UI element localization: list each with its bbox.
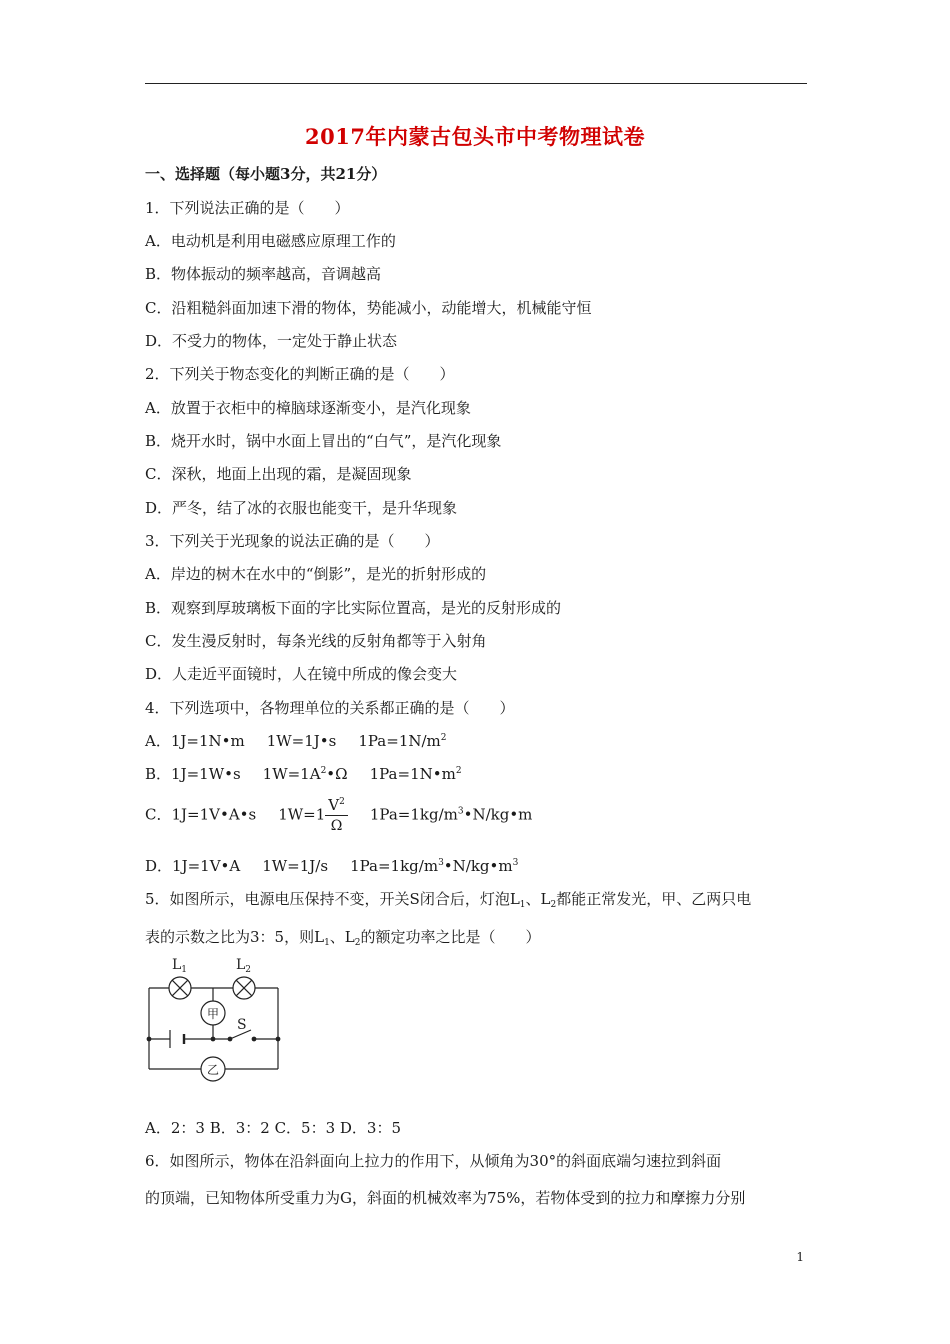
stem-text: 表的示数之比为3：5，则L [145, 928, 325, 946]
option-b-part-1: B．1J=1W•s [145, 765, 241, 783]
superscript: 2 [320, 766, 327, 776]
question-2-option-c: C．深秋，地面上出现的霜，是凝固现象 [145, 465, 412, 483]
question-2-option-d: D．严冬，结了冰的衣服也能变干，是升华现象 [145, 499, 458, 517]
option-c-part-1: C．1J=1V•A•s [145, 805, 257, 824]
page-title: 2017年内蒙古包头市中考物理试卷 [305, 124, 645, 149]
question-2-option-b: B．烧开水时，锅中水面上冒出的“白气”，是汽化现象 [145, 432, 502, 450]
question-4-option-b [145, 763, 462, 784]
fraction-denominator: Ω [330, 818, 343, 834]
switch-label: S [237, 1017, 247, 1033]
option-a-part-2: 1W=1J•s [266, 732, 337, 750]
question-5-stem-line-2 [145, 926, 541, 947]
question-6-stem-line-1: 6．如图所示，物体在沿斜面向上拉力的作用下，从倾角为30°的斜面底端匀速拉到斜面 [145, 1152, 722, 1170]
question-2-option-a: A．放置于衣柜中的樟脑球逐渐变小，是汽化现象 [145, 399, 471, 417]
superscript: 2 [339, 797, 345, 807]
stem-text: 、L [329, 928, 355, 946]
superscript: 2 [440, 733, 447, 743]
option-c-part-3: 1Pa=1kg/m [369, 805, 458, 824]
superscript: 3 [438, 858, 444, 868]
question-3-stem: 3．下列关于光现象的说法正确的是（ ） [145, 532, 440, 550]
header-rule [145, 83, 807, 84]
question-5-options: A．2：3 B．3：2 C．5：3 D．3：5 [145, 1119, 402, 1137]
question-1-option-c: C．沿粗糙斜面加速下滑的物体，势能减小，动能增大，机械能守恒 [145, 299, 592, 317]
stem-text: 都能正常发光，甲、乙两只电 [556, 890, 752, 908]
stem-text: 的额定功率之比是（ ） [360, 928, 541, 946]
question-3-option-c: C．发生漫反射时，每条光线的反射角都等于入射角 [145, 632, 487, 650]
question-3-option-a: A．岸边的树木在水中的“倒影”，是光的折射形成的 [145, 565, 487, 583]
superscript: 2 [455, 766, 462, 776]
circuit-diagram [143, 950, 288, 1085]
question-4-option-c [145, 796, 532, 835]
question-3-option-b: B．观察到厚玻璃板下面的字比实际位置高，是光的反射形成的 [145, 599, 562, 617]
question-1-option-b: B．物体振动的频率越高，音调越高 [145, 265, 382, 283]
question-1-stem: 1．下列说法正确的是（ ） [145, 199, 350, 217]
question-1-option-d: D．不受力的物体，一定处于静止状态 [145, 332, 398, 350]
question-3-option-d: D．人走近平面镜时，人在镜中所成的像会变大 [145, 665, 458, 683]
stem-text: 、L [525, 890, 551, 908]
option-d-part-3: 1Pa=1kg/m [350, 857, 439, 875]
option-a-part-3: 1Pa=1N/m [358, 732, 441, 750]
question-6-stem-line-2: 的顶端，已知物体所受重力为G，斜面的机械效率为75%，若物体受到的拉力和摩擦力分别 [145, 1189, 746, 1207]
question-4-option-d [145, 855, 518, 876]
superscript: 3 [512, 858, 519, 868]
question-4-option-a [145, 730, 447, 751]
fraction-numerator: V [328, 796, 340, 814]
subscript: 2 [354, 938, 361, 948]
question-5-stem-line-1 [145, 888, 751, 909]
question-2-stem: 2．下列关于物态变化的判断正确的是（ ） [145, 365, 455, 383]
option-b-part-2-tail: •Ω [326, 765, 348, 783]
option-b-part-3: 1Pa=1N•m [369, 765, 456, 783]
meter-yi-label: 乙 [206, 1063, 220, 1077]
option-a-part-1: A．1J=1N•m [145, 732, 245, 750]
question-1-option-a: A．电动机是利用电磁感应原理工作的 [145, 232, 396, 250]
meter-jia-label: 甲 [206, 1007, 220, 1021]
superscript: 3 [457, 806, 464, 817]
page-number: 1 [796, 1250, 804, 1264]
subscript: 1 [324, 938, 330, 948]
option-b-part-2: 1W=1A [262, 765, 321, 783]
option-d-part-1: D．1J=1V•A [145, 857, 241, 875]
section-heading: 一、选择题（每小题3分，共21分） [145, 165, 387, 183]
option-c-part-2: 1W=1 [278, 805, 326, 824]
subscript: 1 [519, 900, 526, 910]
option-c-part-3-tail: •N/kg•m [463, 805, 533, 824]
lamp-2-label: $L_2$ [236, 957, 252, 975]
subscript: 2 [550, 900, 557, 910]
question-4-stem: 4．下列选项中，各物理单位的关系都正确的是（ ） [145, 699, 515, 717]
fraction-v2-over-ohm [325, 796, 348, 835]
lamp-1-label: $L_1$ [172, 957, 188, 975]
option-d-part-3-tail: •N/kg•m [443, 857, 513, 875]
option-d-part-2: 1W=1J/s [262, 857, 329, 875]
stem-text: 5．如图所示，电源电压保持不变，开关S闭合后，灯泡L [145, 890, 520, 908]
